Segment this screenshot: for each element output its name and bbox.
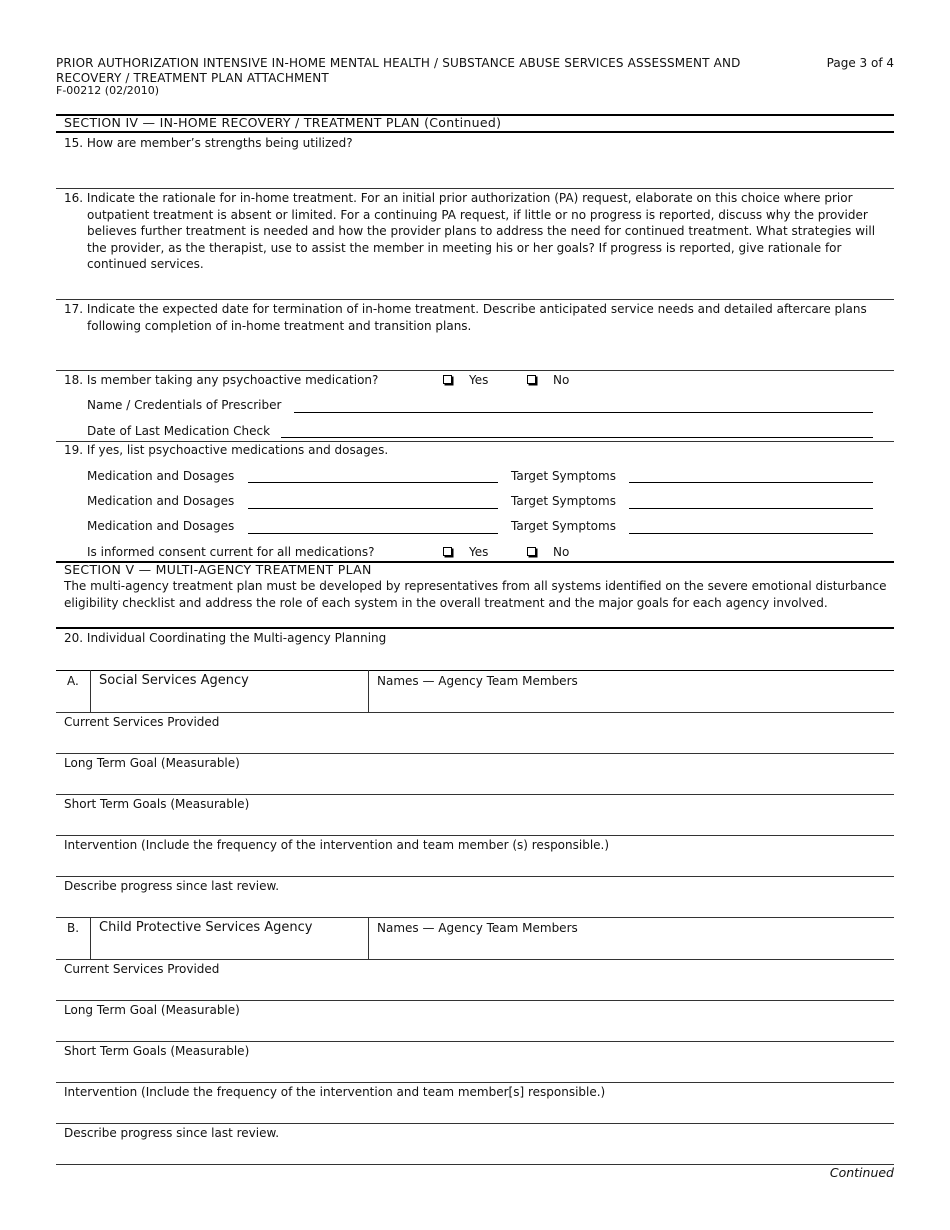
continued-label: Continued bbox=[829, 1165, 894, 1180]
agency-b-intervention: Intervention (Include the frequency of the intervention and team member[s] responsible.) bbox=[64, 1085, 606, 1099]
agency-b-long-term-goal: Long Term Goal (Measurable) bbox=[64, 1003, 240, 1017]
divider bbox=[368, 917, 369, 959]
coordinator-field[interactable] bbox=[56, 670, 894, 671]
prescriber-label: Name / Credentials of Prescriber bbox=[87, 398, 282, 412]
agency-a-short-term-goals: Short Term Goals (Measurable) bbox=[64, 797, 250, 811]
question-19: 19. If yes, list psychoactive medications and dosages. bbox=[64, 443, 389, 457]
divider bbox=[56, 370, 894, 371]
target-symptoms-field[interactable] bbox=[629, 508, 873, 509]
target-symptoms-field[interactable] bbox=[629, 533, 873, 534]
form-title bbox=[56, 55, 796, 86]
section-v-title: SECTION V — MULTI-AGENCY TREATMENT PLAN bbox=[64, 562, 372, 577]
agency-a-long-term-goal: Long Term Goal (Measurable) bbox=[64, 756, 240, 770]
divider bbox=[56, 1000, 894, 1001]
divider bbox=[56, 1082, 894, 1083]
consent-no-checkbox[interactable] bbox=[527, 547, 536, 556]
medication-no-checkbox[interactable] bbox=[527, 375, 536, 384]
form-title-line1: PRIOR AUTHORIZATION INTENSIVE IN-HOME MENTAL HEALTH / SUBSTANCE ABUSE SERVICES ASSESSMENT AND bbox=[56, 56, 741, 70]
divider bbox=[56, 917, 894, 918]
agency-a-current-services: Current Services Provided bbox=[64, 715, 220, 729]
target-symptoms-field[interactable] bbox=[629, 482, 873, 483]
question-15: 15. How are member’s strengths being utilized? bbox=[64, 136, 353, 150]
page-number: Page 3 of 4 bbox=[826, 56, 894, 70]
divider bbox=[90, 917, 91, 959]
target-symptoms-label: Target Symptoms bbox=[511, 519, 616, 533]
divider bbox=[56, 794, 894, 795]
divider bbox=[56, 876, 894, 877]
medication-field[interactable] bbox=[248, 533, 498, 534]
question-20: 20. Individual Coordinating the Multi-agency Planning bbox=[64, 631, 387, 645]
agency-a-name: Social Services Agency bbox=[99, 673, 249, 688]
divider bbox=[56, 1041, 894, 1042]
divider bbox=[90, 670, 91, 712]
target-symptoms-label: Target Symptoms bbox=[511, 469, 616, 483]
question-18: 18. Is member taking any psychoactive medication? bbox=[64, 373, 379, 387]
medication-label: Medication and Dosages bbox=[87, 494, 235, 508]
agency-a-letter: A. bbox=[67, 674, 79, 688]
divider bbox=[56, 627, 894, 629]
medication-field[interactable] bbox=[248, 482, 498, 483]
divider bbox=[56, 1123, 894, 1124]
question-16-text: 16. Indicate the rationale for in-home treatment. For an initial prior authorization (PA) request, elaborate on this choice where prior outpatient treatment is absent or limited. For a continuing PA request, if little or no progress is reported, discuss why the provider believes further treatment is needed and how the provider plans to address the need for continued treatment. What strategies will the provider, as the therapist, use to assist the member in meeting his or her goals? If progress is reported, give rationale for continued services. bbox=[64, 191, 876, 272]
agency-b-name: Child Protective Services Agency bbox=[99, 920, 313, 935]
form-title-line2: RECOVERY / TREATMENT PLAN ATTACHMENT bbox=[56, 70, 329, 85]
consent-yes-checkbox[interactable] bbox=[443, 547, 452, 556]
medication-check-field[interactable] bbox=[281, 437, 873, 438]
question-16 bbox=[64, 190, 894, 273]
divider bbox=[56, 712, 894, 713]
divider bbox=[56, 753, 894, 754]
agency-b-current-services: Current Services Provided bbox=[64, 962, 220, 976]
medication-check-label: Date of Last Medication Check bbox=[87, 424, 271, 438]
divider bbox=[56, 131, 894, 133]
consent-label: Is informed consent current for all medications? bbox=[87, 545, 375, 559]
divider bbox=[56, 188, 894, 189]
divider bbox=[56, 959, 894, 960]
medication-yes-checkbox[interactable] bbox=[443, 375, 452, 384]
divider bbox=[56, 299, 894, 300]
medication-label: Medication and Dosages bbox=[87, 469, 235, 483]
agency-a-progress: Describe progress since last review. bbox=[64, 879, 280, 893]
divider bbox=[56, 1164, 894, 1165]
yes-label: Yes bbox=[469, 545, 489, 559]
question-17 bbox=[64, 301, 894, 334]
agency-a-intervention: Intervention (Include the frequency of the intervention and team member (s) responsible.) bbox=[64, 838, 610, 852]
agency-b-short-term-goals: Short Term Goals (Measurable) bbox=[64, 1044, 250, 1058]
medication-field[interactable] bbox=[248, 508, 498, 509]
section-v-intro: The multi-agency treatment plan must be developed by representatives from all systems identified on the severe emotional disturbance eligibility checklist and address the role of each system in the overall treatment and the major goals for each agency involved. bbox=[64, 579, 887, 610]
question-17-text: 17. Indicate the expected date for termination of in-home treatment. Describe anticipated service needs and detailed aftercare plans following completion of in-home treatment and transition plans. bbox=[64, 302, 867, 333]
agency-b-letter: B. bbox=[67, 921, 80, 935]
no-label: No bbox=[553, 373, 570, 387]
target-symptoms-label: Target Symptoms bbox=[511, 494, 616, 508]
agency-b-team-label: Names — Agency Team Members bbox=[377, 921, 578, 935]
form-number: F-00212 (02/2010) bbox=[56, 84, 160, 97]
prescriber-field[interactable] bbox=[294, 412, 873, 413]
section-iv-title: SECTION IV — IN-HOME RECOVERY / TREATMENT PLAN (Continued) bbox=[64, 115, 502, 130]
yes-label: Yes bbox=[469, 373, 489, 387]
divider bbox=[56, 835, 894, 836]
agency-a-team-label: Names — Agency Team Members bbox=[377, 674, 578, 688]
agency-b-progress: Describe progress since last review. bbox=[64, 1126, 280, 1140]
no-label: No bbox=[553, 545, 570, 559]
divider bbox=[368, 670, 369, 712]
medication-label: Medication and Dosages bbox=[87, 519, 235, 533]
